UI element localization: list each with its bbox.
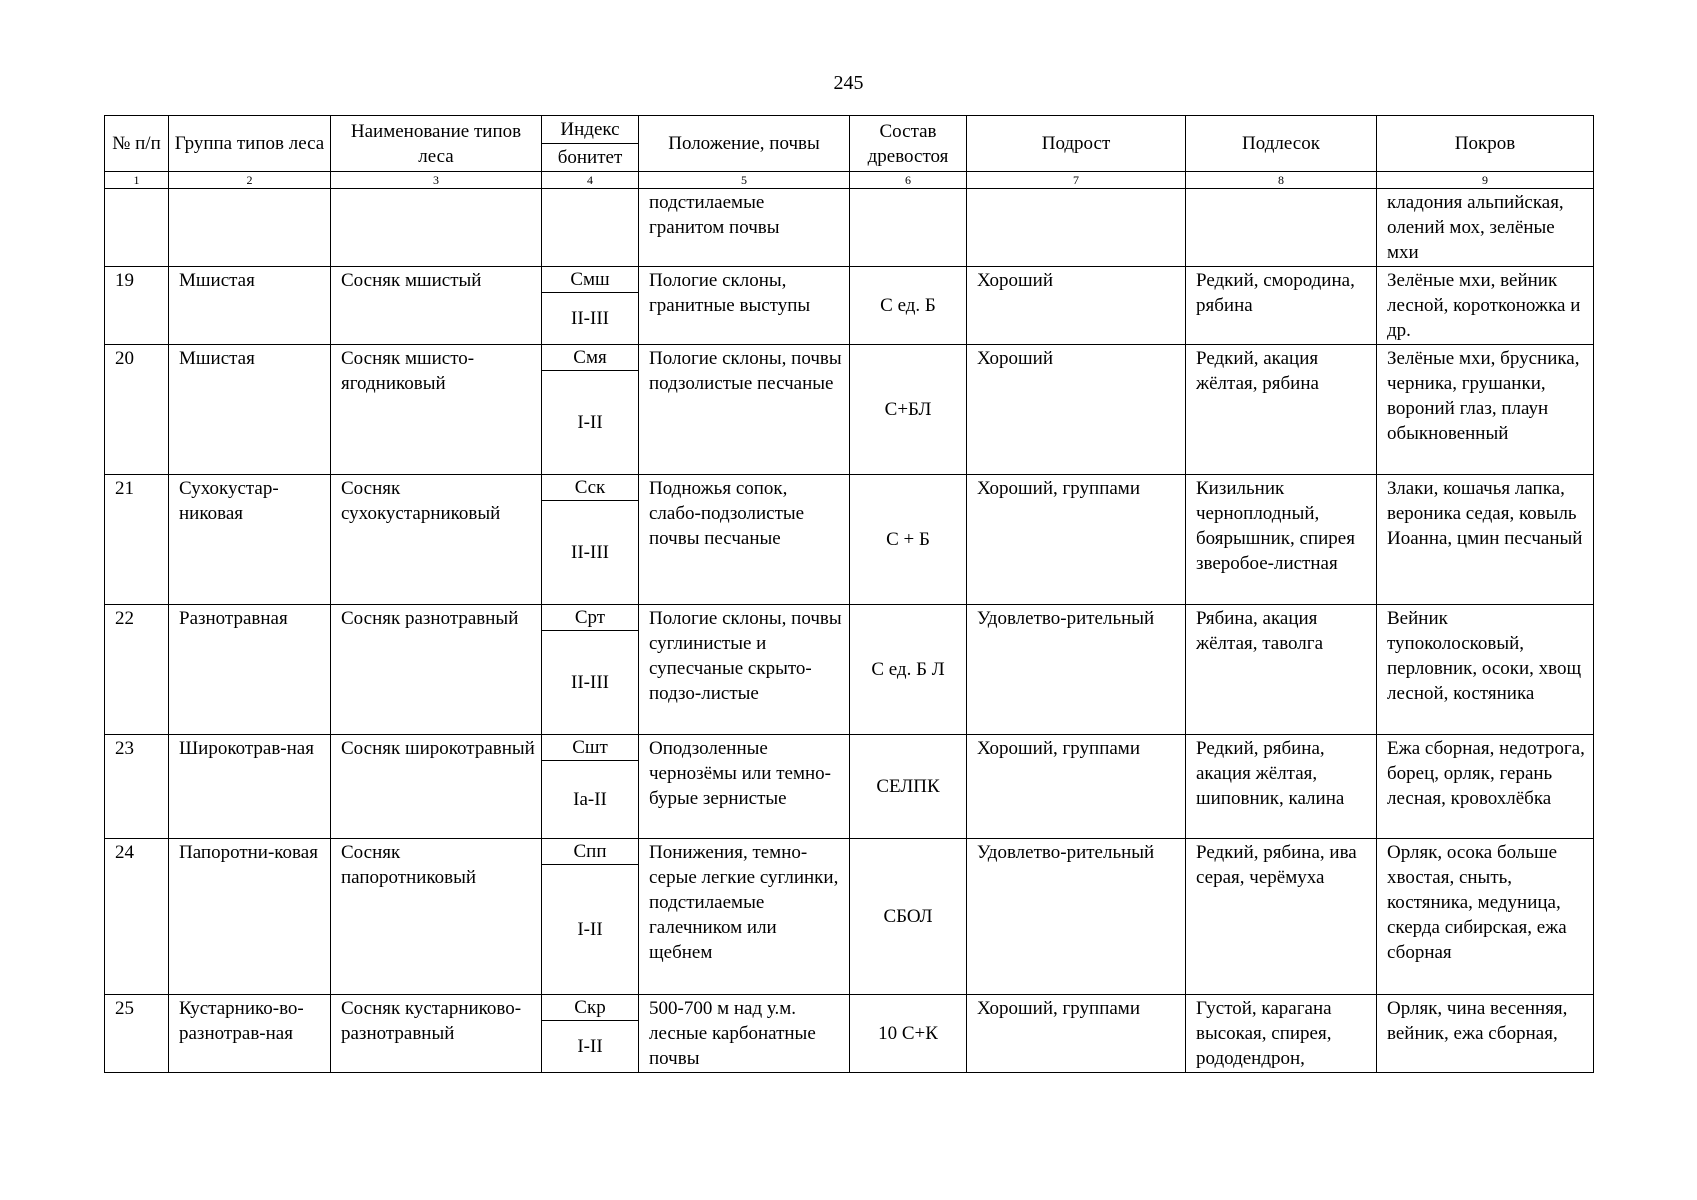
- column-number: 4: [542, 172, 639, 189]
- cell-position: Пологие склоны, гранитные выступы: [639, 267, 850, 345]
- cell-bonitet: Ia-II: [542, 761, 639, 839]
- cell-undergrowth: Хороший: [967, 267, 1186, 345]
- page-number: 245: [833, 72, 864, 94]
- cell-index-code: Смя: [542, 345, 639, 371]
- cell-undergrowth: Удовлетво-рительный: [967, 839, 1186, 995]
- cell-name: Сосняк папоротниковый: [331, 839, 542, 995]
- table-row: [105, 995, 1594, 1021]
- cell-group: Папоротни-ковая: [169, 839, 331, 995]
- column-number: 3: [331, 172, 542, 189]
- cell-composition: СЕЛПК: [850, 735, 967, 839]
- cell-num: 19: [105, 267, 169, 345]
- cell-underbrush: [1186, 189, 1377, 267]
- cell-num: 23: [105, 735, 169, 839]
- cell-underbrush: Редкий, рябина, акация жёлтая, шиповник, калина: [1186, 735, 1377, 839]
- header-bonitet: бонитет: [542, 144, 639, 172]
- cell-composition: СБОЛ: [850, 839, 967, 995]
- cell-index-code: Сшт: [542, 735, 639, 761]
- column-number: 5: [639, 172, 850, 189]
- header-index: Индекс: [542, 116, 639, 144]
- header-cover: Покров: [1377, 116, 1594, 172]
- cell-name: Сосняк кустарниково-разнотравный: [331, 995, 542, 1073]
- cell-name: Сосняк мшисто-ягодниковый: [331, 345, 542, 475]
- column-number: 9: [1377, 172, 1594, 189]
- forest-types-table: [104, 115, 1594, 1073]
- cell-position: 500-700 м над у.м. лесные карбонатные почвы: [639, 995, 850, 1073]
- cell-bonitet: I-II: [542, 371, 639, 475]
- cell-name: Сосняк широкотравный: [331, 735, 542, 839]
- cell-group: [169, 189, 331, 267]
- cell-position: Подножья сопок, слабо-подзолистые почвы песчаные: [639, 475, 850, 605]
- cell-name: Сосняк сухокустарниковый: [331, 475, 542, 605]
- cell-cover: Злаки, кошачья лапка, вероника седая, ковыль Иоанна, цмин песчаный: [1377, 475, 1594, 605]
- cell-index-code: Смш: [542, 267, 639, 293]
- cell-underbrush: Рябина, акация жёлтая, таволга: [1186, 605, 1377, 735]
- header-num: № п/п: [105, 116, 169, 172]
- header-position: Положение, почвы: [639, 116, 850, 172]
- header-name: Наименование типов леса: [331, 116, 542, 172]
- cell-num: 24: [105, 839, 169, 995]
- cell-position: подстилаемые гранитом почвы: [639, 189, 850, 267]
- cell-group: Кустарнико-во-разнотрав-ная: [169, 995, 331, 1073]
- cell-num: 20: [105, 345, 169, 475]
- cell-position: Понижения, темно-серые легкие суглинки, подстилаемые галечником или щебнем: [639, 839, 850, 995]
- cell-position: Пологие склоны, почвы суглинистые и супесчаные скрыто-подзо-листые: [639, 605, 850, 735]
- table-header: [105, 116, 1594, 189]
- cell-bonitet: I-II: [542, 1021, 639, 1073]
- cell-composition: С ед. Б: [850, 267, 967, 345]
- cell-cover: Зелёные мхи, вейник лесной, коротконожка и др.: [1377, 267, 1594, 345]
- cell-bonitet: II-III: [542, 631, 639, 735]
- header-undergrowth: Подрост: [967, 116, 1186, 172]
- column-number: 2: [169, 172, 331, 189]
- cell-undergrowth: Удовлетво-рительный: [967, 605, 1186, 735]
- cell-group: Разнотравная: [169, 605, 331, 735]
- cell-composition: С + Б: [850, 475, 967, 605]
- cell-underbrush: Редкий, рябина, ива серая, черёмуха: [1186, 839, 1377, 995]
- cell-position: Оподзоленные чернозёмы или темно-бурые зернистые: [639, 735, 850, 839]
- cell-undergrowth: Хороший, группами: [967, 995, 1186, 1073]
- column-number: 7: [967, 172, 1186, 189]
- cell-name: Сосняк мшистый: [331, 267, 542, 345]
- header-group: Группа типов леса: [169, 116, 331, 172]
- cell-undergrowth: Хороший, группами: [967, 735, 1186, 839]
- cell-undergrowth: Хороший, группами: [967, 475, 1186, 605]
- cell-num: 22: [105, 605, 169, 735]
- cell-composition: 10 С+К: [850, 995, 967, 1073]
- header-underbrush: Подлесок: [1186, 116, 1377, 172]
- cell-cover: Орляк, чина весенняя, вейник, ежа сборная,: [1377, 995, 1594, 1073]
- cell-bonitet: II-III: [542, 501, 639, 605]
- table-row: [105, 735, 1594, 761]
- cell-cover: Ежа сборная, недотрога, борец, орляк, герань лесная, кровохлёбка: [1377, 735, 1594, 839]
- table-row: [105, 839, 1594, 865]
- continuation-row: [105, 189, 1594, 267]
- cell-cover: Вейник тупоколосковый, перловник, осоки, хвощ лесной, костяника: [1377, 605, 1594, 735]
- cell-undergrowth: Хороший: [967, 345, 1186, 475]
- cell-index-code: Скр: [542, 995, 639, 1021]
- cell-group: Мшистая: [169, 345, 331, 475]
- cell-num: [105, 189, 169, 267]
- cell-index: [542, 189, 639, 267]
- cell-composition: [850, 189, 967, 267]
- column-number: 6: [850, 172, 967, 189]
- cell-cover: Орляк, осока больше хвостая, сныть, костяника, медуница, скерда сибирская, ежа сборная: [1377, 839, 1594, 995]
- column-number-row: [105, 172, 1594, 189]
- cell-bonitet: I-II: [542, 865, 639, 995]
- cell-bonitet: II-III: [542, 293, 639, 345]
- cell-num: 21: [105, 475, 169, 605]
- cell-underbrush: Редкий, смородина, рябина: [1186, 267, 1377, 345]
- cell-index-code: Сск: [542, 475, 639, 501]
- cell-group: Широкотрав-ная: [169, 735, 331, 839]
- cell-index-code: Срт: [542, 605, 639, 631]
- cell-name: Сосняк разнотравный: [331, 605, 542, 735]
- cell-cover: кладония альпийская, олений мох, зелёные мхи: [1377, 189, 1594, 267]
- cell-composition: С+БЛ: [850, 345, 967, 475]
- column-number: 1: [105, 172, 169, 189]
- cell-group: Сухокустар-никовая: [169, 475, 331, 605]
- cell-composition: С ед. Б Л: [850, 605, 967, 735]
- cell-name: [331, 189, 542, 267]
- cell-num: 25: [105, 995, 169, 1073]
- table-row: [105, 475, 1594, 501]
- cell-underbrush: Кизильник черноплодный, боярышник, спирея зверобое-листная: [1186, 475, 1377, 605]
- cell-group: Мшистая: [169, 267, 331, 345]
- cell-cover: Зелёные мхи, брусника, черника, грушанки, вороний глаз, плаун обыкновенный: [1377, 345, 1594, 475]
- column-number: 8: [1186, 172, 1377, 189]
- cell-index-code: Спп: [542, 839, 639, 865]
- cell-undergrowth: [967, 189, 1186, 267]
- table-row: [105, 267, 1594, 293]
- cell-underbrush: Редкий, акация жёлтая, рябина: [1186, 345, 1377, 475]
- table-row: [105, 605, 1594, 631]
- header-composition: Состав древостоя: [850, 116, 967, 172]
- table-row: [105, 345, 1594, 371]
- cell-underbrush: Густой, карагана высокая, спирея, рододендрон,: [1186, 995, 1377, 1073]
- cell-position: Пологие склоны, почвы подзолистые песчаные: [639, 345, 850, 475]
